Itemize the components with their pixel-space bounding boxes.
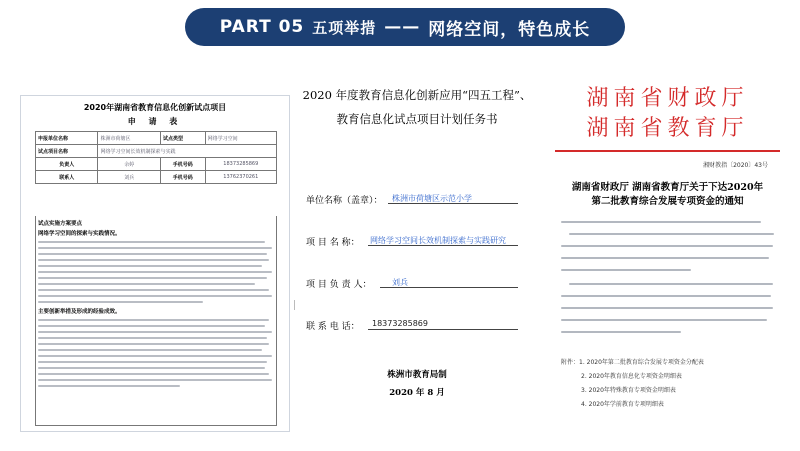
application-subtitle: 申 请 表 [127,117,183,126]
issue-date: 2020 年 8 月 [389,388,445,398]
attachment-2: 2. 2020年教育信息化专项资金明细表 [581,373,682,380]
banner-section: 五项举措 [312,18,377,37]
leader-label: 负责人 [36,158,98,171]
leader-value: 刘兵 [392,278,408,287]
point-2-heading: 主要创新举措及形成的经验成效。 [38,309,121,315]
section-banner [185,8,625,46]
notice-title-line2: 第二批教育综合发展专项资金的通知 [591,196,744,207]
table-row [36,145,277,158]
contact-name: 刘兵 [98,171,160,184]
attachment-4: 4. 2020年学前教育专项明细表 [581,401,664,408]
table-row [36,171,277,184]
attachment-1: 附件：1. 2020年第二批教育综合发展专项资金分配表 [561,359,704,366]
application-title: 2020年湖南省教育信息化创新试点项目 [83,103,227,112]
application-form-document [20,95,290,432]
task-book-document [296,75,538,405]
project-label: 项 目 名 称： [306,238,360,248]
project-value: 网络学习空间长效机制探索与实践研究 [370,236,506,245]
unit-value: 株洲市荷塘区示范小学 [392,194,472,203]
project-value: 网络学习空间长效机制探索与实践 [98,145,277,158]
unit-label: 单位名称（盖章）： [306,196,383,206]
type-value: 网络学习空间 [205,132,276,145]
unit-label: 申报单位名称 [36,132,98,145]
banner-dash: —— [384,17,421,37]
contact-label: 联系人 [36,171,98,184]
attachment-3: 3. 2020年特殊教育专项资金明细表 [581,387,676,394]
leader-phone: 18373285869 [205,158,276,171]
taskbook-title-line2: 教育信息化试点项目计划任务书 [336,112,498,126]
phone-label: 联 系 电 话： [306,322,360,332]
doc-number: 湘财教指〔2020〕43号 [703,162,768,169]
application-body [35,216,277,426]
notice-title-line1: 湖南省财政厅 湖南省教育厅关于下达2020年 [571,182,764,193]
type-label: 试点类型 [160,132,205,145]
section-heading: 试点实施方案要点 [38,221,83,227]
issuer: 株洲市教育局制 [387,370,447,380]
phone-value: 18373285869 [372,319,428,328]
finance-notice-document [555,75,780,415]
notice-header-line2: 湖南省教育厅 [586,116,749,141]
contact-phone: 13762370261 [205,171,276,184]
red-rule [555,150,780,152]
application-form-table [35,131,277,184]
banner-part: PART 05 [219,17,305,37]
table-row [36,158,277,171]
leader-label: 项 目 负 责 人： [306,280,372,290]
unit-value: 株洲市荷塘区 [98,132,160,145]
banner-subtitle: 网络空间，特色成长 [428,19,591,40]
project-label: 试点项目名称 [36,145,98,158]
notice-header-line1: 湖南省财政厅 [586,86,749,111]
point-1-heading: 网络学习空间的探索与实践情况。 [38,231,121,237]
table-row [36,132,277,145]
leader-phone-label: 手机号码 [160,158,205,171]
leader-name: 余婷 [98,158,160,171]
taskbook-title-line1: 2020 年度教育信息化创新应用“四五工程”、 [302,88,532,102]
contact-phone-label: 手机号码 [160,171,205,184]
